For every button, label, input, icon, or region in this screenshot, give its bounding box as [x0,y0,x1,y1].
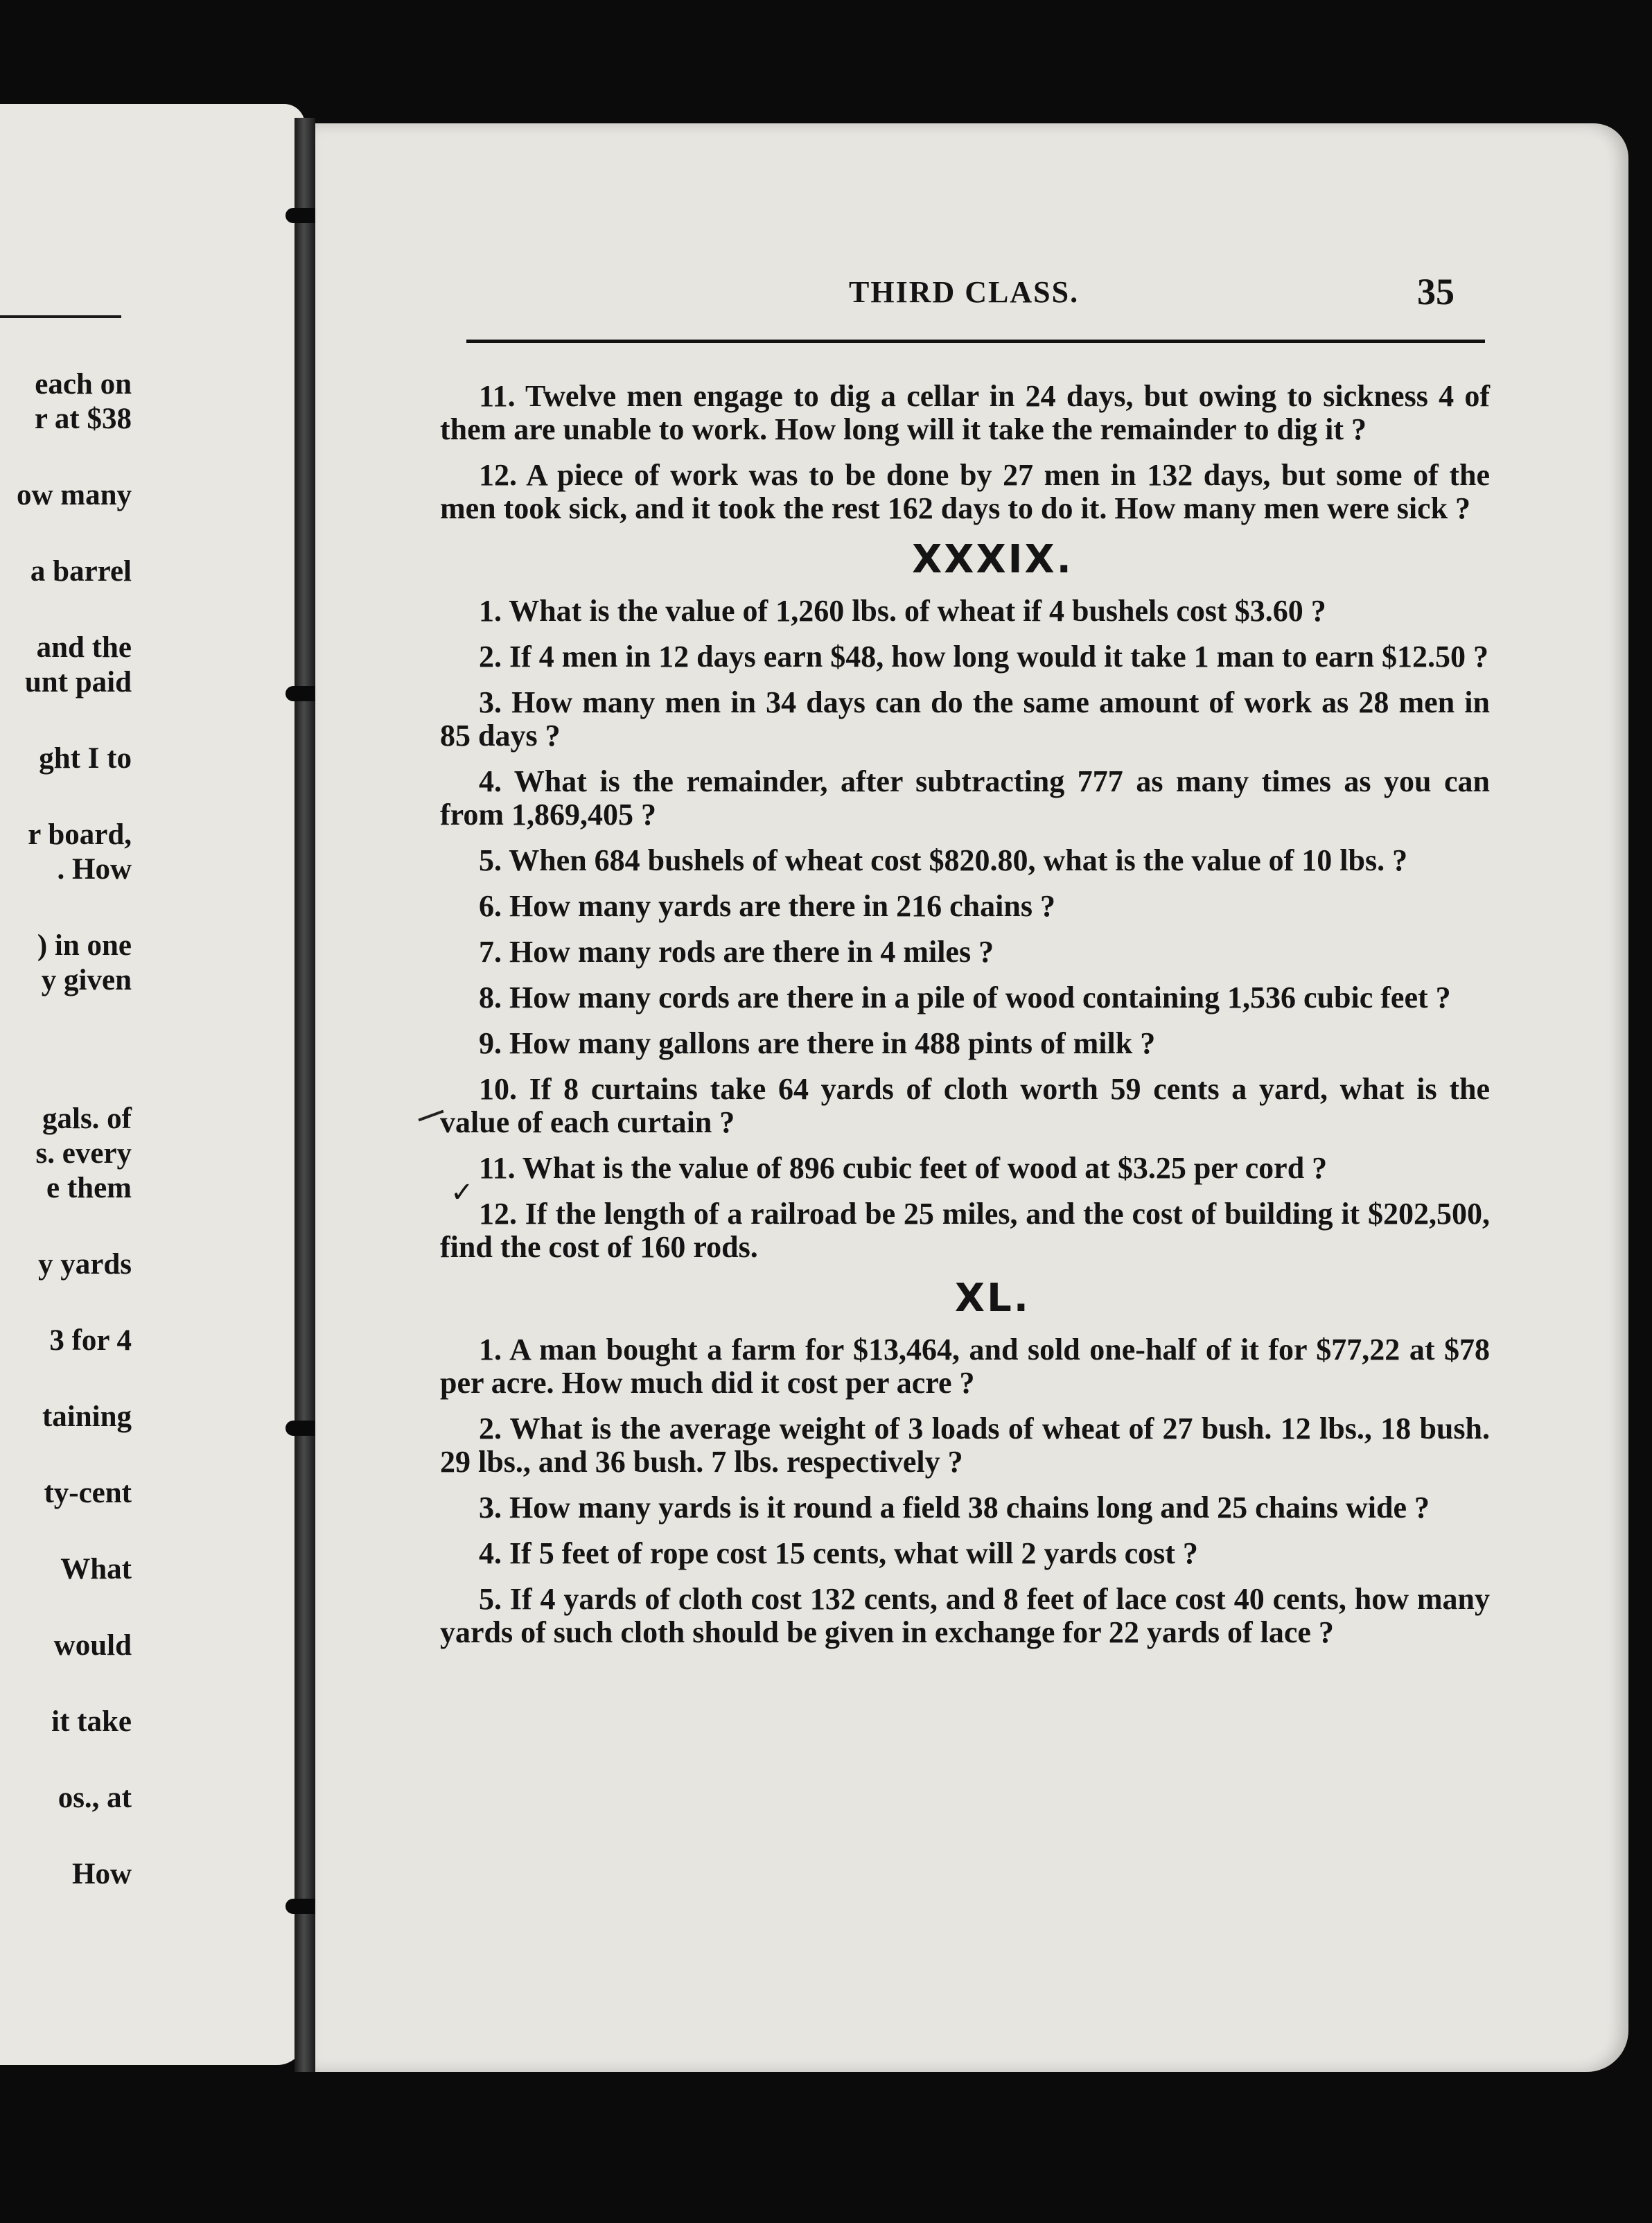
left-fragment: s. every [35,1137,132,1170]
book-page-35 [315,123,1628,2072]
problem: 4. What is the remainder, after subtracting 777 as many times as you can from 1,869,405 ? [440,764,1490,832]
problem: 1. What is the value of 1,260 lbs. of wheat if 4 bushels cost $3.60 ? [479,594,1326,628]
problem: 3. How many yards is it round a field 38 chains long and 25 chains wide ? [479,1491,1430,1525]
page-body [440,380,1490,1662]
left-fragment: y yards [38,1248,132,1281]
problem: 2. If 4 men in 12 days earn $48, how long would it take 1 man to earn $12.50 ? [479,640,1488,674]
left-fragment: and the [36,631,132,664]
problem: 11. What is the value of 896 cubic feet of wood at $3.25 per cord ? [479,1151,1328,1185]
left-fragment: What [60,1553,132,1585]
left-fragment: How [72,1858,132,1890]
problem: 7. How many rods are there in 4 miles ? [479,935,994,969]
left-fragment: ) in one [37,929,132,962]
left-fragment: ght I to [39,742,132,775]
header-rule [466,340,1485,343]
left-fragment: y given [41,964,132,996]
left-fragment: os., at [58,1782,132,1814]
problem: 12. A piece of work was to be done by 27 men in 132 days, but some of the men took sick, and it took the rest 162 days to do it. How many men were sick ? [440,458,1490,525]
left-fragment: . How [57,853,132,886]
section-heading-xxxix: XXXIX. [912,537,1073,582]
problem: 1. A man bought a farm for $13,464, and sold one-half of it for $77,22 at $78 per acre. How much did it cost per acre ? [440,1333,1490,1400]
problem: 12. If the length of a railroad be 25 miles, and the cost of building it $202,500, find the cost of 160 rods. [440,1197,1490,1264]
left-fragment: each on [35,368,132,401]
left-facing-page [0,104,305,2065]
left-fragment: r board, [28,818,132,851]
section-heading-xl: XL. [954,1276,1031,1321]
left-fragment: ty-cent [44,1477,132,1509]
problem: 4. If 5 feet of rope cost 15 cents, what will 2 yards cost ? [479,1536,1198,1570]
problem: 5. When 684 bushels of wheat cost $820.80, what is the value of 10 lbs. ? [479,843,1408,877]
running-head [315,271,1542,316]
book-spine [295,118,315,2072]
left-fragment: taining [42,1400,132,1433]
problem: 9. How many gallons are there in 488 pints of milk ? [479,1026,1156,1060]
left-fragment: it take [51,1705,132,1738]
problem: 10. If 8 curtains take 64 yards of cloth worth 59 cents a yard, what is the value of each curtain ? [440,1072,1490,1139]
left-fragment: would [53,1629,132,1662]
running-title: THIRD CLASS. [849,275,1080,309]
left-fragment: a barrel [30,555,132,588]
left-fragment: ow many [16,479,132,511]
problem: 2. What is the average weight of 3 loads of wheat of 27 bush. 12 lbs., 18 bush. 29 lbs., and 36 bush. 7 lbs. respectively ? [440,1412,1490,1479]
problem: 11. Twelve men engage to dig a cellar in 24 days, but owing to sickness 4 of them are unable to work. How long will it take the remainder to dig it ? [440,379,1490,446]
problem: 6. How many yards are there in 216 chains ? [479,889,1055,923]
left-fragment: 3 for 4 [49,1324,132,1357]
left-fragment: r at $38 [34,403,132,435]
problem: 5. If 4 yards of cloth cost 132 cents, and 8 feet of lace cost 40 cents, how many yards of such cloth should be given in exchange for 22 yards of lace ? [440,1582,1490,1649]
left-fragment: unt paid [24,666,132,698]
left-page-rule [0,315,121,318]
pencil-check-mark: ✓ [450,1177,474,1209]
problem: 3. How many men in 34 days can do the same amount of work as 28 men in 85 days ? [440,685,1490,753]
page-number: 35 [1417,271,1455,313]
problem: 8. How many cords are there in a pile of wood containing 1,536 cubic feet ? [479,981,1451,1014]
left-fragment: gals. of [42,1102,132,1135]
left-fragment: e them [46,1172,132,1204]
